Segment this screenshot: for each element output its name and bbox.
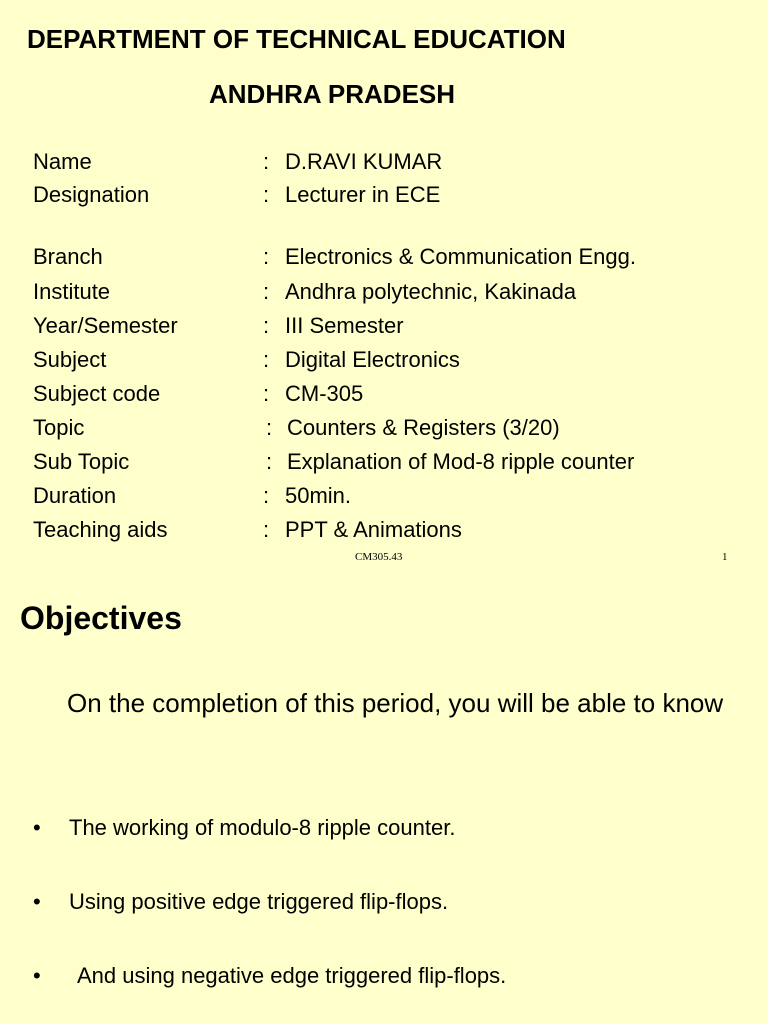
info-label: Institute	[33, 279, 111, 304]
slide-page-number: 1	[722, 551, 728, 563]
objectives-title: Objectives	[20, 600, 182, 636]
info-label: Subject code	[33, 381, 161, 406]
info-value: Electronics & Communication Engg.	[285, 244, 636, 269]
info-separator: :	[263, 517, 270, 542]
objectives-intro: On the completion of this period, you will be able to know	[67, 688, 724, 718]
info-label: Teaching aids	[33, 517, 168, 542]
info-label: Name	[33, 149, 92, 174]
department-title: DEPARTMENT OF TECHNICAL EDUCATION	[27, 24, 566, 54]
info-separator: :	[266, 415, 273, 440]
objective-text: Using positive edge triggered flip-flops.	[69, 889, 449, 914]
info-label: Sub Topic	[33, 449, 130, 474]
info-label: Year/Semester	[33, 313, 178, 338]
info-value: Andhra polytechnic, Kakinada	[285, 279, 577, 304]
bullet-icon: •	[33, 963, 41, 988]
info-value: Lecturer in ECE	[285, 182, 441, 207]
info-label: Branch	[33, 244, 103, 269]
info-separator: :	[263, 483, 270, 508]
info-separator: :	[263, 149, 270, 174]
info-value: CM-305	[285, 381, 364, 406]
info-value: Explanation of Mod-8 ripple counter	[287, 449, 635, 474]
info-separator: :	[263, 182, 270, 207]
bullet-icon: •	[33, 815, 41, 840]
info-value: PPT & Animations	[285, 517, 462, 542]
info-value: D.RAVI KUMAR	[285, 149, 443, 174]
info-separator: :	[263, 347, 270, 372]
info-label: Topic	[33, 415, 85, 440]
info-separator: :	[266, 449, 273, 474]
info-separator: :	[263, 381, 270, 406]
info-value: Digital Electronics	[285, 347, 460, 372]
bullet-icon: •	[33, 889, 41, 914]
state-title: ANDHRA PRADESH	[209, 79, 456, 109]
objective-text: And using negative edge triggered flip-flops.	[77, 963, 507, 988]
info-label: Designation	[33, 182, 150, 207]
info-value: III Semester	[285, 313, 404, 338]
slide-2	[0, 580, 768, 1024]
info-separator: :	[263, 244, 270, 269]
info-label: Duration	[33, 483, 117, 508]
info-value: 50min.	[285, 483, 352, 508]
info-value: Counters & Registers (3/20)	[287, 415, 560, 440]
objective-text: The working of modulo-8 ripple counter.	[69, 815, 456, 840]
info-separator: :	[263, 279, 270, 304]
slide-footer-code: CM305.43	[355, 551, 403, 563]
info-label: Subject	[33, 347, 107, 372]
info-separator: :	[263, 313, 270, 338]
